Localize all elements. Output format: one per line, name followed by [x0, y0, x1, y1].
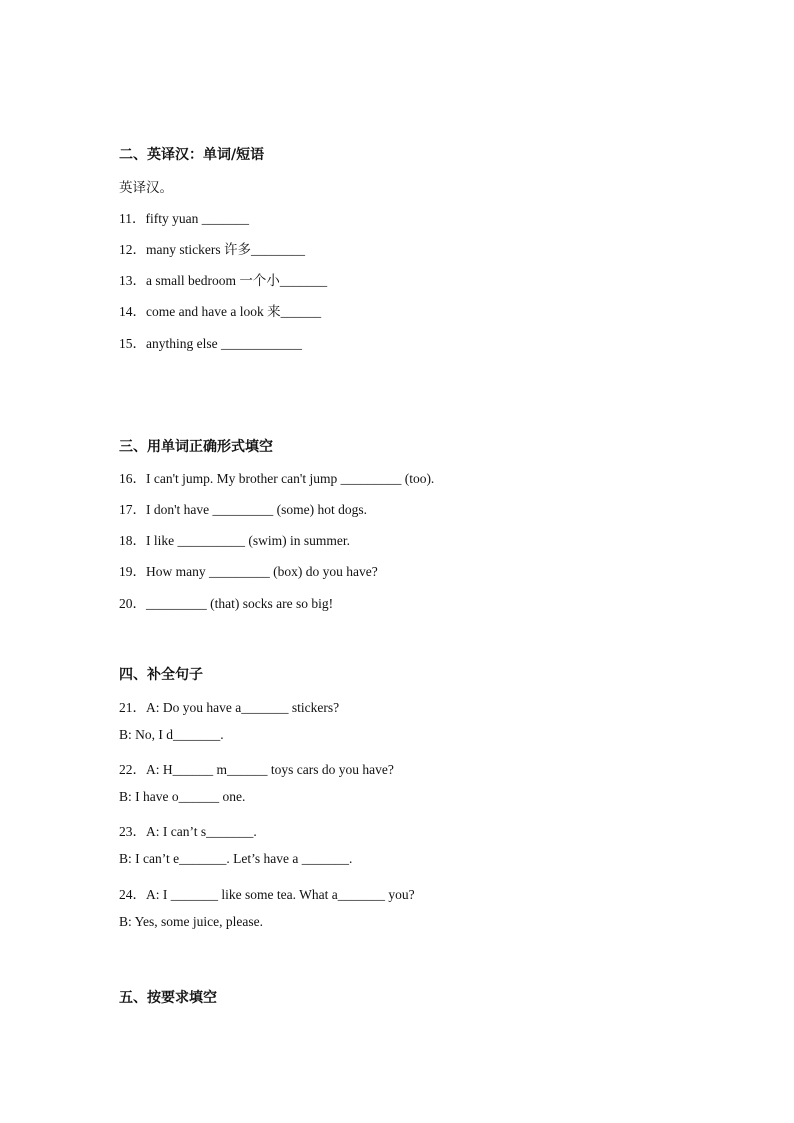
instruction-text: 英译汉。 [119, 180, 173, 195]
question-17: 17．I don't have _________ (some) hot dogs. [119, 502, 368, 517]
question-22b: B: I have o______ one. [119, 789, 246, 804]
question-16: 16．I can't jump. My brother can't jump _________ (too). [119, 471, 435, 486]
question-23b: B: I can’t e_______. Let’s have a _______. [119, 851, 353, 866]
question-14: 14．come and have a look 来______ [119, 304, 322, 319]
question-20: 20．_________ (that) socks are so big! [119, 596, 334, 611]
question-19: 19．How many _________ (box) do you have? [119, 564, 378, 579]
question-24a: 24．A: I _______ like some tea. What a_______ you? [119, 887, 415, 902]
section-heading-3: 三、用单词正确形式填空 [119, 439, 273, 455]
question-13: 13．a small bedroom 一个小_______ [119, 273, 328, 288]
question-23a: 23．A: I can’t s_______. [119, 824, 257, 839]
question-15: 15．anything else ____________ [119, 336, 302, 351]
section-heading-4: 四、补全句子 [119, 667, 203, 683]
section-heading-2: 二、英译汉：单词/短语 [119, 147, 265, 163]
question-11: 11．fifty yuan _______ [119, 211, 249, 226]
question-24b: B: Yes, some juice, please. [119, 914, 263, 929]
question-18: 18．I like __________ (swim) in summer. [119, 533, 350, 548]
question-21b: B: No, I d_______. [119, 727, 224, 742]
question-21a: 21．A: Do you have a_______ stickers? [119, 700, 340, 715]
question-22a: 22．A: H______ m______ toys cars do you have? [119, 762, 394, 777]
question-12: 12．many stickers 许多________ [119, 242, 305, 257]
section-heading-5: 五、按要求填空 [119, 990, 217, 1006]
